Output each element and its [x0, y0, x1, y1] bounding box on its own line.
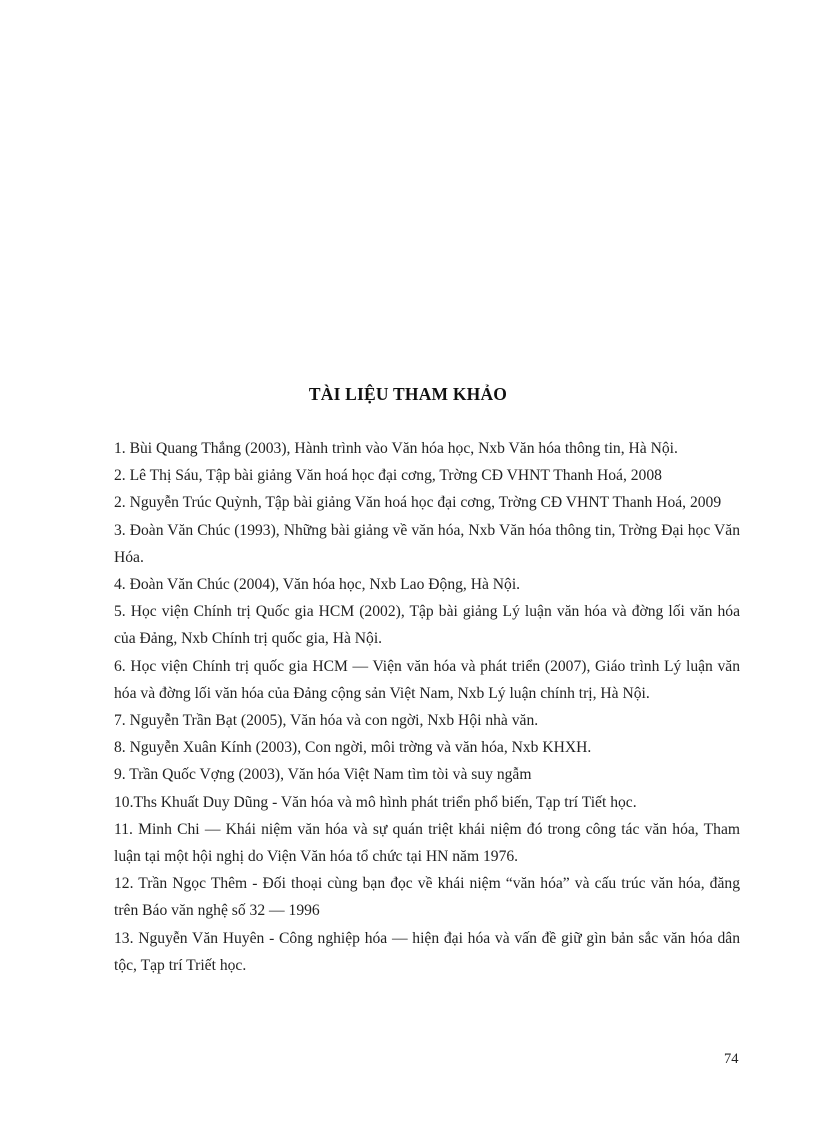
reference-item: 1. Bùi Quang Thắng (2003), Hành trình vào Văn hóa học, Nxb Văn hóa thông tin, Hà Nội.	[114, 440, 678, 457]
reference-item: 8. Nguyễn Xuân Kính (2003), Con ngời, môi trờng và văn hóa, Nxb KHXH.	[114, 739, 592, 757]
reference-item: 12. Trần Ngọc Thêm - Đối thoại cùng bạn đọc về khái niệm “văn hóa” và cấu trúc văn hóa, đăng trên Báo văn nghệ số 32 — 1996	[114, 875, 740, 920]
reference-item: 11. Minh Chi — Khái niệm văn hóa và sự quán triệt khái niệm đó trong công tác văn hóa, Tham luận tại một hội nghị do Viện Văn hóa tổ chức tại HN năm 1976.	[114, 820, 740, 866]
reference-list	[114, 435, 740, 979]
reference-item: 10.Ths Khuất Duy Dũng - Văn hóa và mô hình phát triển phổ biến, Tạp trí Tiết học.	[114, 793, 637, 811]
reference-item: 4. Đoàn Văn Chúc (2004), Văn hóa học, Nxb Lao Động, Hà Nội.	[114, 576, 521, 594]
page-title: TÀI LIỆU THAM KHẢO	[308, 384, 508, 404]
reference-item: 13. Nguyễn Văn Huyên - Công nghiệp hóa — hiện đại hóa và vấn đề giữ gìn bản sắc văn hóa dân tộc, Tạp trí Triết học.	[114, 929, 740, 974]
page-number: 74	[724, 1051, 739, 1067]
reference-item: 6. Học viện Chính trị quốc gia HCM — Viện văn hóa và phát triển (2007), Giáo trình Lý luận văn hóa và đờng lối văn hóa của Đảng cộng sản Việt Nam, Nxb Lý luận chính trị, Hà Nội.	[114, 657, 740, 702]
reference-item: 2. Nguyễn Trúc Quỳnh, Tập bài giảng Văn hoá học đại cơng, Trờng CĐ VHNT Thanh Hoá, 2009	[114, 494, 722, 512]
reference-item: 3. Đoàn Văn Chúc (1993), Những bài giảng về văn hóa, Nxb Văn hóa thông tin, Trờng Đại học Văn Hóa.	[114, 521, 740, 566]
reference-item: 5. Học viện Chính trị Quốc gia HCM (2002), Tập bài giảng Lý luận văn hóa và đờng lối văn hóa của Đảng, Nxb Chính trị quốc gia, Hà Nội.	[114, 603, 740, 648]
reference-item: 9. Trần Quốc Vợng (2003), Văn hóa Việt Nam tìm tòi và suy ngẫm	[114, 766, 532, 784]
reference-item: 7. Nguyễn Trần Bạt (2005), Văn hóa và con ngời, Nxb Hội nhà văn.	[114, 712, 539, 730]
reference-item: 2. Lê Thị Sáu, Tập bài giảng Văn hoá học đại cơng, Trờng CĐ VHNT Thanh Hoá, 2008	[114, 467, 662, 485]
